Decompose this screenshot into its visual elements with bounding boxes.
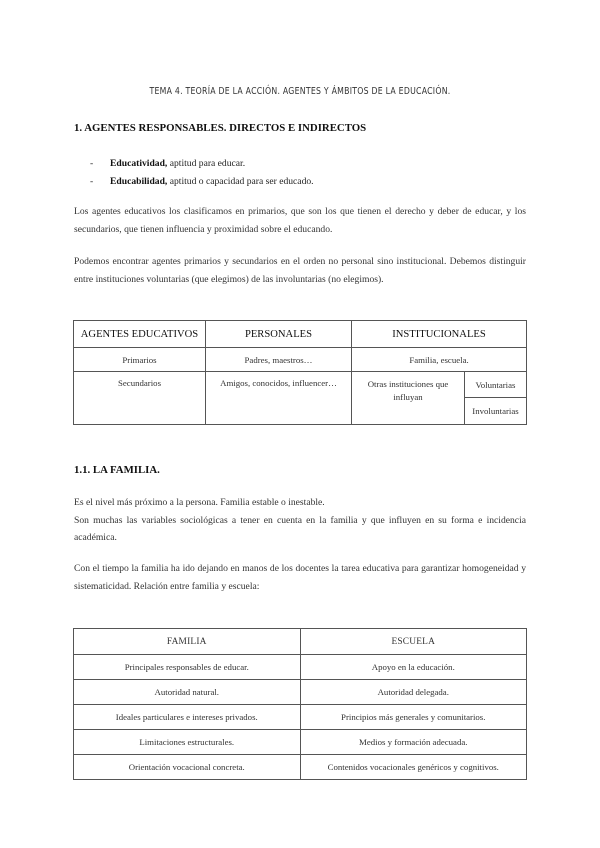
term-definition: aptitud o capacidad para ser educado. (167, 176, 314, 187)
table-cell: Autoridad natural. (74, 680, 301, 705)
table-row (74, 705, 527, 730)
table-cell: Contenidos vocacionales genéricos y cognitivos. (300, 755, 527, 780)
table-header: PERSONALES (206, 321, 352, 348)
page-title: TEMA 4. TEORÍA DE LA ACCIÓN. AGENTES Y ÁMBITOS DE LA EDUCACIÓN. (149, 86, 451, 97)
table-cell: Principios más generales y comunitarios. (300, 705, 527, 730)
list-dash: - (90, 158, 94, 169)
list-item (90, 155, 314, 173)
table-cell: Autoridad delegada. (300, 680, 527, 705)
paragraph-familia (74, 494, 526, 547)
table-row (74, 372, 527, 398)
table-row (74, 755, 527, 780)
table-cell: Apoyo en la educación. (300, 655, 527, 680)
table-cell: Amigos, conocidos, influencer… (206, 372, 352, 425)
section-heading-familia: 1.1. LA FAMILIA. (74, 464, 160, 476)
paragraph-relacion (74, 560, 526, 595)
table-header: ESCUELA (300, 629, 527, 655)
table-row (74, 680, 527, 705)
table-cell: Orientación vocacional concreta. (74, 755, 301, 780)
table-header-row (74, 629, 527, 655)
paragraph-text: Podemos encontrar agentes primarios y secundarios en el orden no personal sino institucional. Debemos distinguir entre instituciones voluntarias (que elegimos) de las involuntarias (no elegimos). (74, 256, 526, 285)
paragraph-text: Son muchas las variables sociológicas a tener en cuenta en la familia y que influyen en su forma e incidencia académica. (74, 514, 526, 543)
paragraph-text: Con el tiempo la familia ha ido dejando en manos de los docentes la tarea educativa para garantizar homogeneidad y sistematicidad. Relación entre familia y escuela: (74, 563, 526, 592)
table-header: AGENTES EDUCATIVOS (74, 321, 206, 348)
table-cell: Voluntarias (465, 372, 527, 398)
paragraph-text: Los agentes educativos los clasificamos en primarios, que son los que tienen el derecho y deber de educar, y los secundarios, que tienen influencia y proximidad sobre el educando. (74, 206, 526, 235)
agents-table (73, 320, 527, 425)
table-cell: Medios y formación adecuada. (300, 730, 527, 755)
table-cell: Involuntarias (465, 398, 527, 425)
table-cell: Padres, maestros… (206, 348, 352, 372)
table-cell: Limitaciones estructurales. (74, 730, 301, 755)
table-row (74, 655, 527, 680)
list-dash: - (90, 176, 94, 187)
table-cell: Primarios (74, 348, 206, 372)
paragraph-agentes (74, 203, 526, 238)
table-header-row (74, 321, 527, 348)
table-row (74, 348, 527, 372)
definition-list (90, 155, 314, 191)
table-cell: Secundarios (74, 372, 206, 425)
term-educabilidad: Educabilidad, (110, 176, 168, 187)
paragraph-text: Es el nivel más próximo a la persona. Familia estable o inestable. (74, 497, 325, 508)
paragraph-instituciones (74, 253, 526, 288)
table-cell: Principales responsables de educar. (74, 655, 301, 680)
list-item (90, 173, 314, 191)
table-header: FAMILIA (74, 629, 301, 655)
table-cell: Ideales particulares e intereses privados. (74, 705, 301, 730)
table-row (74, 730, 527, 755)
table-header: INSTITUCIONALES (352, 321, 527, 348)
table-cell: Familia, escuela. (352, 348, 527, 372)
term-educatividad: Educatividad, (110, 158, 168, 169)
section-heading-agentes: 1. AGENTES RESPONSABLES. DIRECTOS E INDIRECTOS (74, 122, 367, 134)
term-definition: aptitud para educar. (167, 158, 246, 169)
family-school-table (73, 628, 527, 780)
table-cell: Otras instituciones que influyan (352, 372, 465, 425)
